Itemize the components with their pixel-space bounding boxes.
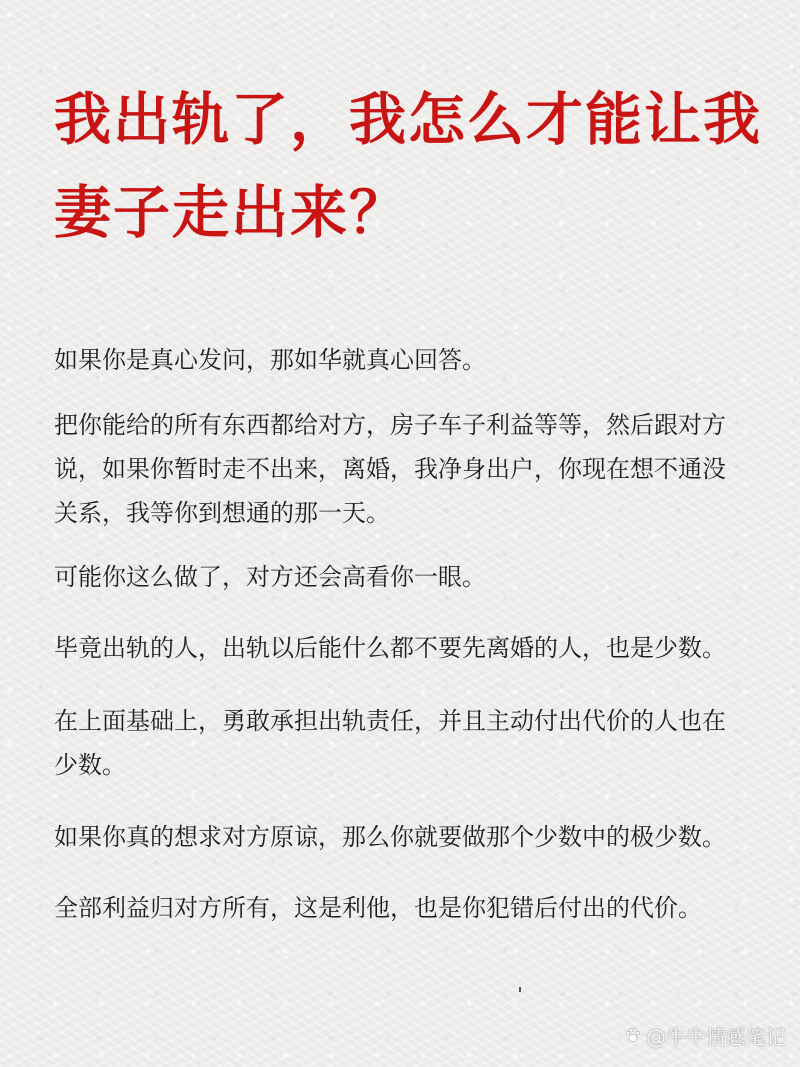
paragraph-2 (54, 403, 754, 535)
paragraph-line: 在上面基础上，勇敢承担出轨责任，并且主动付出代价的人也在 (54, 707, 726, 735)
decorative-dot (519, 987, 521, 992)
article-title (54, 74, 762, 260)
paragraph-3 (54, 555, 754, 599)
watermark-text: @牛牛情感笔记 (646, 1025, 786, 1049)
paw-icon (624, 1024, 642, 1050)
paragraph-line: 把你能给的所有东西都给对方，房子车子利益等等，然后跟对方 (54, 411, 726, 439)
paragraph-6 (54, 815, 754, 859)
paragraph-line: 可能你这么做了，对方还会高看你一眼。 (54, 563, 486, 591)
paragraph-7 (54, 886, 754, 930)
paragraph-line: 少数。 (54, 751, 126, 779)
paragraph-4 (54, 626, 754, 670)
paragraph-line: 如果你真的想求对方原谅，那么你就要做那个少数中的极少数。 (54, 823, 726, 851)
paragraph-line: 毕竟出轨的人，出轨以后能什么都不要先离婚的人，也是少数。 (54, 634, 726, 662)
paragraph-line: 如果你是真心发问，那如华就真心回答。 (54, 346, 486, 374)
paragraph-1 (54, 338, 754, 382)
title-line-2: 妻子走出来？ (54, 180, 408, 246)
paragraph-5 (54, 699, 754, 787)
watermark (624, 1024, 786, 1050)
paragraph-line: 说，如果你暂时走不出来，离婚，我净身出户，你现在想不通没 (54, 455, 726, 483)
article-body (54, 338, 754, 930)
title-line-1: 我出轨了，我怎么才能让我 (54, 87, 762, 153)
paragraph-line: 全部利益归对方所有，这是利他，也是你犯错后付出的代价。 (54, 894, 702, 922)
paragraph-line: 关系，我等你到想通的那一天。 (54, 499, 390, 527)
